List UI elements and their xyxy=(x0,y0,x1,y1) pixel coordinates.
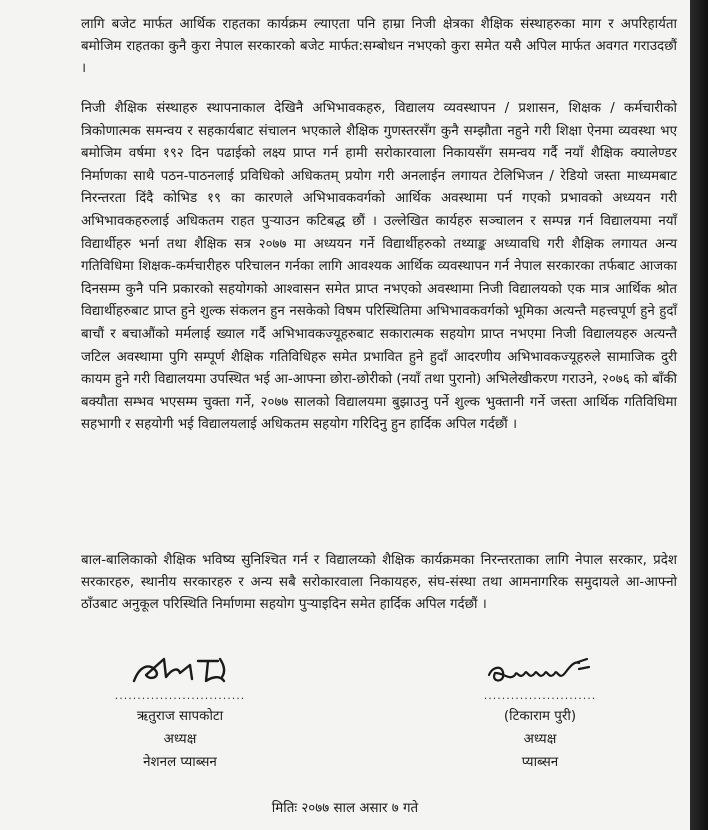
page-edge-shadow xyxy=(690,0,708,830)
paragraph-3: बाल-बालिकाको शैक्षिक भविष्य सुनिश्चित गर्न र विद्यालय्को शैक्षिक कार्यक्रमका निरन्तरताका लागि नेपाल सरकार, प्रदेश सरकारहरु, स्थानीय सरकारहरु र अन्य सबै सरोकारवाला निकायहरु, संघ-संस्था तथा आमनागरिक समुदायले आ-आफ्नो ठाँउबाट अनुकूल परिस्थिति निर्माणमा सहयोग पुऱ्याइदिन समेत हार्दिक अपिल गर्दछौं । xyxy=(81,553,677,613)
signatory-title-right: अध्यक्ष xyxy=(523,732,557,747)
paragraph-2: निजी शैक्षिक संस्थाहरु स्थापनाकाल देखिनै अभिभावकहरु, विद्यालय व्यवस्थापन / प्रशासन, शिक्षक / कर्मचारीको त्रिकोणात्मक समन्वय र सहकार्यबाट संचालन भएकाले शैक्षिक गुणस्तरसँग कुनै सम्झौता नहुने गरी शिक्षा ऐनमा व्यवस्था भए बमोजिम वर्षमा १९२ दिन पढाईको लक्ष्य प्राप्त गर्न हामी सरोकारवाला निकायसँग समन्वय गर्दै नयाँ शैक्षिक क्यालेण्डर निर्माणका साथै पठन-पाठनलाई प्रविधिको अधिकतम् प्रयोग गरी अनलाईन लगायत टेलिभिजन / रेडियो जस्ता माध्यमबाट निरन्तरता दिंदै कोभिड १९ का कारणले अभिभावकवर्गको आर्थिक अवस्थामा पर्न गएको प्रभावको अध्ययन गरी अभिभावकहरुलाई अधिकतम राहत पुऱ्याउन कटिबद्ध छौं । उल्लेखित कार्यहरु सञ्चालन र सम्पन्न गर्न विद्यालयमा नयाँ विद्यार्थीहरु भर्ना तथा शैक्षिक सत्र २०७७ मा अध्ययन गर्ने विद्यार्थीहरुको तथ्याङ्क अध्यावधि गरी शैक्षिक लगायत अन्य गतिविधिमा शिक्षक-कर्मचारीहरु परिचालन गर्नका लागि आवश्यक आर्थिक व्यवस्थापन गर्न नेपाल सरकारका तर्फबाट आजका दिनसम्म कुनै पनि प्रकारको सहयोगको आश्वासन समेत प्राप्त नभएको अवस्थामा निजी विद्यालयको एक मात्र आर्थिक श्रोत विद्यार्थीहरुबाट प्राप्त हुने शुल्क संकलन हुन नसकेको विषम परिस्थितिमा अभिभावकवर्गको भूमिका अत्यन्तै महत्त्वपूर्ण हुने हुदाँ बाचौं र बचाऔंको मर्मलाई ख्याल गर्दै अभिभावकज्यूहरुबाट सकारात्मक सहयोग प्राप्त नभएमा निजी विद्यालयहरु अत्यन्तै जटिल अवस्थामा पुगि सम्पूर्ण शैक्षिक गतिविधिहरु समेत प्रभावित हुने हुदाँ आदरणीय अभिभावकज्यूहरुले सामाजिक दुरी कायम हुने गरी विद्यालयमा उपस्थित भई आ-आफ्ना छोरा-छोरीको (नयाँ तथा पुरानो) अभिलेखीकरण गराउने, २०७६ को बाँकी बक्यौता सम्भव भएसम्म चुक्ता गर्ने, २०७७ सालको विद्यालयमा बुझाउनु पर्ने शुल्क भुक्तानी गर्ने जस्ता आर्थिक गतिविधिमा सहभागी र सहयोगी भई विद्यालयलाई अधिकतम सहयोग गरिदिनु हुन हार्दिक अपिल गर्दछौं । xyxy=(81,101,677,433)
signatory-left xyxy=(80,651,280,774)
signature-line-left: ····························· xyxy=(114,692,246,705)
signatory-name-left: ऋतुराज सापकोटा xyxy=(136,709,224,724)
signatory-right xyxy=(440,651,640,774)
signatory-title-left: अध्यक्ष xyxy=(163,732,197,747)
letter-date: मितिः २०७७ साल असार ७ गते xyxy=(271,801,419,816)
paragraph-1: लागि बजेट मार्फत आर्थिक राहतका कार्यक्रम ल्याएता पनि हाम्रा निजी क्षेत्रका शैक्षिक संस्थाहरुका माग र अपरिहार्यता बमोजिम राहतका कुनै कुरा नेपाल सरकारको बजेट मार्फत:सम्बोधन नभएको कुरा समेत यसै अपिल मार्फत अवगत गराउदछौं । xyxy=(81,17,677,77)
signatory-name-right: (टिकाराम पुरी) xyxy=(503,709,577,724)
signatory-org-right: प्याब्सन xyxy=(521,755,559,770)
signature-line-right: ························· xyxy=(483,692,597,705)
signature-left-image xyxy=(120,651,240,691)
signatory-org-left: नेशनल प्याब्सन xyxy=(143,755,217,770)
signature-right-image xyxy=(475,651,605,691)
